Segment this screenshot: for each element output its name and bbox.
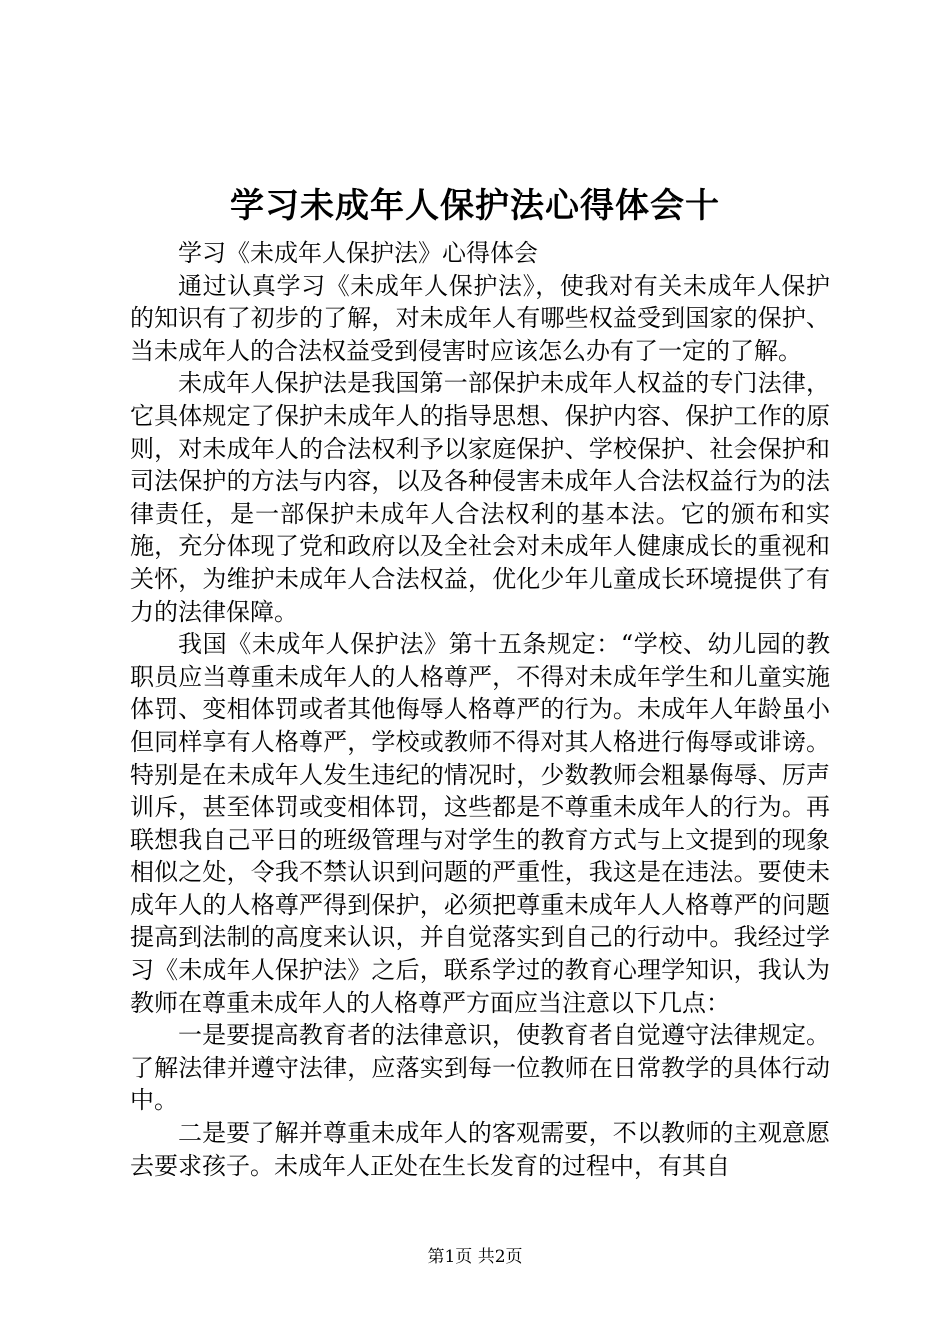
paragraph: 通过认真学习《未成年人保护法》，使我对有关未成年人保护的知识有了初步的了解，对未成年人有哪些权益受到国家的保护、当未成年人的合法权益受到侵害时应该怎么办有了一定的了解。 (130, 271, 830, 365)
paragraph: 一是要提高教育者的法律意识，使教育者自觉遵守法律规定。了解法律并遵守法律，应落实到每一位教师在日常教学的具体行动中。 (130, 1021, 830, 1115)
paragraph-subtitle: 学习《未成年人保护法》心得体会 (178, 239, 538, 267)
paragraph: 我国《未成年人保护法》第十五条规定：“学校、幼儿园的教职员应当尊重未成年人的人格尊严，不得对未成年学生和儿童实施体罚、变相体罚或者其他侮辱人格尊严的行为。未成年人年龄虽小但同样享有人格尊严，学校或教师不得对其人格进行侮辱或诽谤。特别是在未成年人发生违纪的情况时，少数教师会粗暴侮辱、厉声训斥，甚至体罚或变相体罚，这些都是不尊重未成年人的行为。再联想我自己平日的班级管理与对学生的教育方式与上文提到的现象相似之处，令我不禁认识到问题的严重性，我这是在违法。要使未成年人的人格尊严得到保护，必须把尊重未成年人人格尊严的问题提高到法制的高度来认识，并自觉落实到自己的行动中。我经过学习《未成年人保护法》之后，联系学过的教育心理学知识，我认为教师在尊重未成年人的人格尊严方面应当注意以下几点： (130, 630, 830, 1017)
paragraph: 二是要了解并尊重未成年人的客观需要，不以教师的主观意愿去要求孩子。未成年人正处在生长发育的过程中，有其自 (130, 1119, 830, 1180)
paragraph: 未成年人保护法是我国第一部保护未成年人权益的专门法律，它具体规定了保护未成年人的指导思想、保护内容、保护工作的原则，对未成年人的合法权利予以家庭保护、学校保护、社会保护和司法保护的方法与内容，以及各种侵害未成年人合法权益行为的法律责任，是一部保护未成年人合法权利的基本法。它的颁布和实施，充分体现了党和政府以及全社会对未成年人健康成长的重视和关怀，为维护未成年人合法权益，优化少年儿童成长环境提供了有力的法律保障。 (130, 369, 830, 626)
page-number-footer: 第1页 共2页 (427, 1247, 523, 1267)
document-title: 学习未成年人保护法心得体会十 (230, 186, 720, 226)
document-body (130, 237, 830, 1182)
